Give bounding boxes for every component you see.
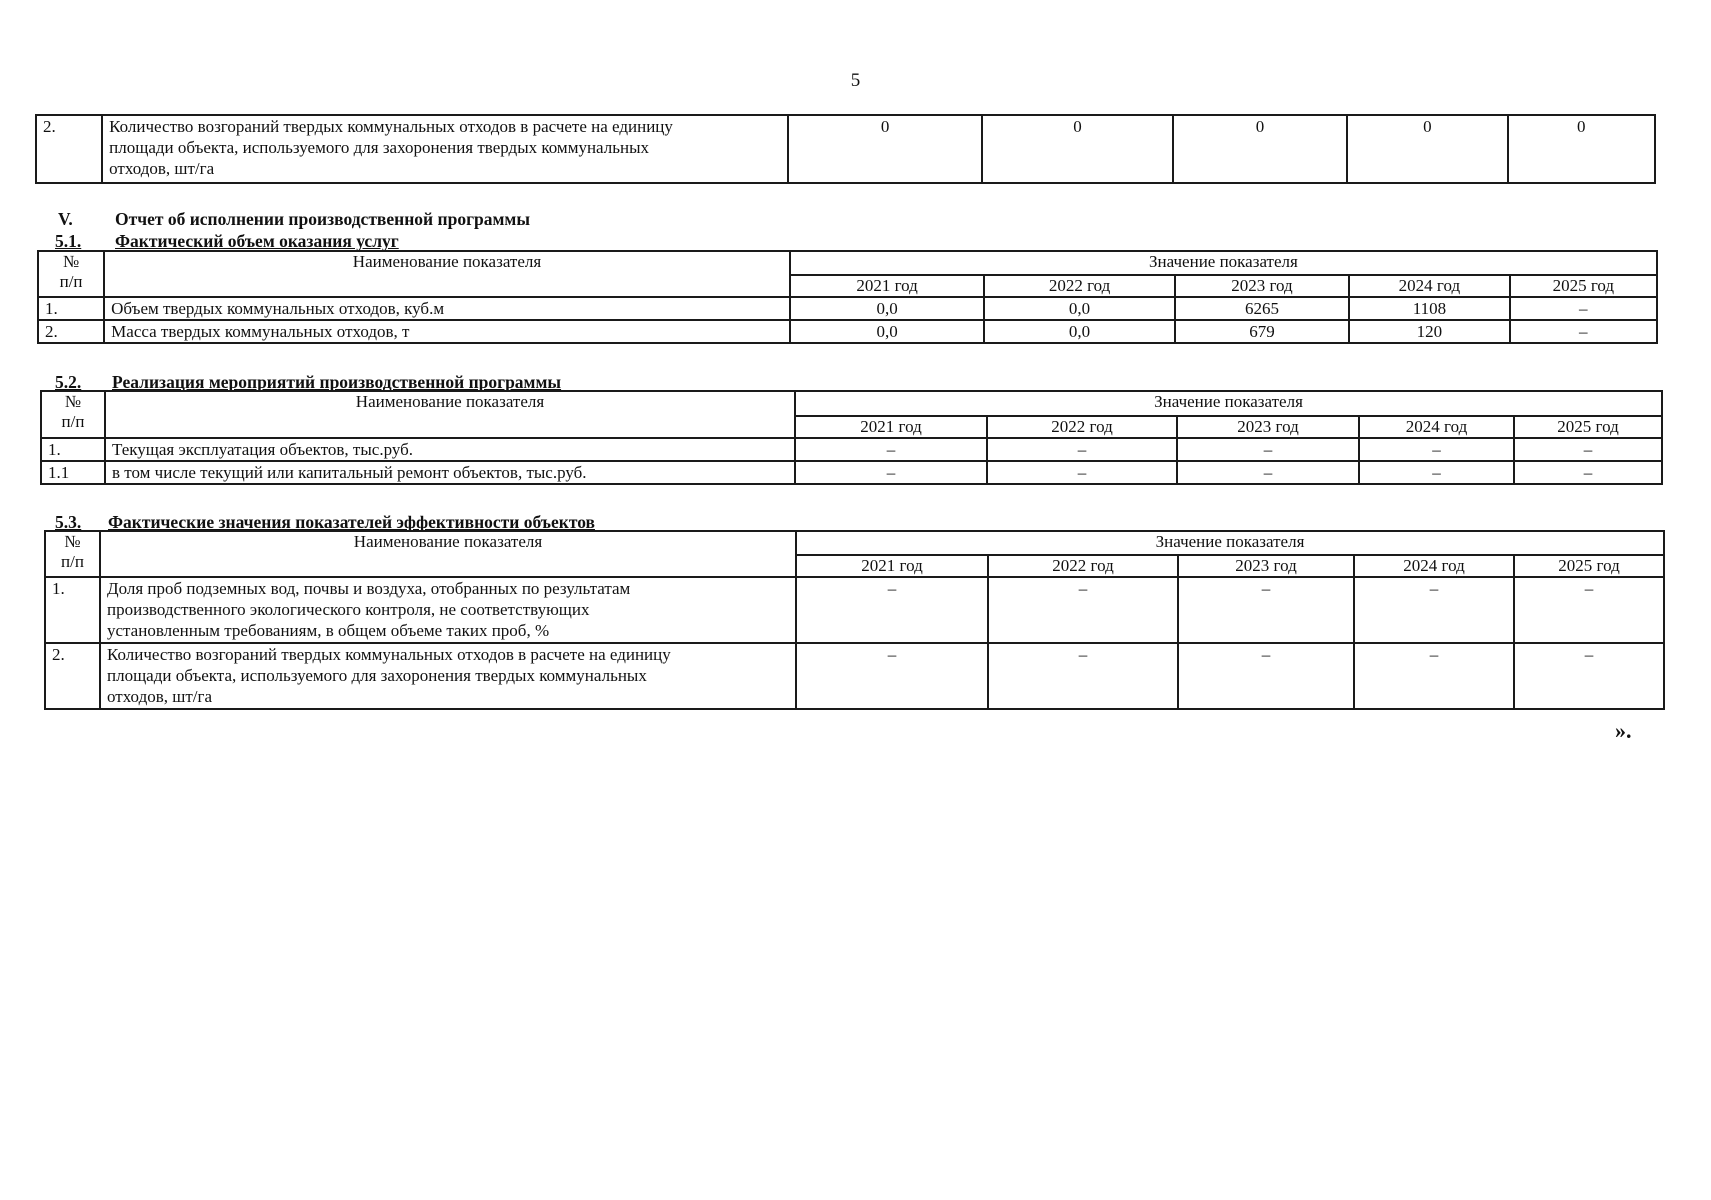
value-cell: 0,0	[984, 320, 1174, 343]
top-table	[35, 114, 1656, 184]
value-cell: –	[988, 643, 1178, 709]
year-2022: 2022 год	[984, 275, 1174, 297]
page-number: 5	[850, 70, 861, 91]
value-cell: –	[796, 643, 988, 709]
table-5-1	[37, 250, 1658, 344]
value-cell: 0,0	[984, 297, 1174, 320]
value-cell: 679	[1175, 320, 1349, 343]
header-num: № п/п	[38, 251, 104, 297]
table-5-3	[44, 530, 1665, 710]
row-number: 1.	[38, 297, 104, 320]
section-5-3-heading: 5.3. Фактические значения показателей эффективности объектов	[55, 512, 595, 532]
row-number: 1.1	[41, 461, 105, 484]
value-cell: 0,0	[790, 320, 984, 343]
row-number: 2.	[45, 643, 100, 709]
value-cell: –	[1178, 577, 1354, 643]
row-number: 2.	[38, 320, 104, 343]
table-row	[38, 320, 1657, 343]
table-row	[38, 297, 1657, 320]
table-row	[41, 438, 1662, 461]
value-cell: –	[1354, 643, 1514, 709]
year-2024: 2024 год	[1354, 555, 1514, 577]
table-header-row	[41, 391, 1662, 416]
header-num: № п/п	[41, 391, 105, 438]
value-cell: 6265	[1175, 297, 1349, 320]
table-header-row	[45, 531, 1664, 555]
value-cell: 0,0	[790, 297, 984, 320]
value-cell: 0	[1173, 115, 1347, 183]
value-cell: 0	[788, 115, 982, 183]
value-cell: –	[987, 461, 1177, 484]
header-num: № п/п	[45, 531, 100, 577]
value-cell: –	[796, 577, 988, 643]
row-number: 1.	[45, 577, 100, 643]
table-row	[45, 643, 1664, 709]
value-cell: 0	[982, 115, 1172, 183]
value-cell: –	[1354, 577, 1514, 643]
section-v-heading: V. Отчет об исполнении производственной программы	[58, 209, 531, 229]
value-cell: –	[795, 438, 987, 461]
value-cell: –	[1514, 438, 1662, 461]
indicator-name: Текущая эксплуатация объектов, тыс.руб.	[105, 438, 795, 461]
indicator-name: Количество возгораний твердых коммунальных отходов в расчете на единицу площади объекта, используемого для захоронения твердых коммунальных отходов, шт/га	[102, 115, 788, 183]
indicator-name: Доля проб подземных вод, почвы и воздуха, отобранных по результатам производственного экологического контроля, не соответствующих установленным требованиям, в общем объеме таких проб, %	[100, 577, 796, 643]
value-cell: 0	[1347, 115, 1507, 183]
year-2023: 2023 год	[1177, 416, 1359, 438]
value-cell: –	[1514, 577, 1664, 643]
value-cell: –	[1359, 461, 1514, 484]
header-value: Значение показателя	[795, 391, 1662, 416]
year-2023: 2023 год	[1175, 275, 1349, 297]
header-value: Значение показателя	[790, 251, 1657, 275]
year-2025: 2025 год	[1510, 275, 1657, 297]
indicator-name: в том числе текущий или капитальный ремонт объектов, тыс.руб.	[105, 461, 795, 484]
table-header-row	[38, 251, 1657, 275]
indicator-name: Количество возгораний твердых коммунальных отходов в расчете на единицу площади объекта, используемого для захоронения твердых коммунальных отходов, шт/га	[100, 643, 796, 709]
row-number: 2.	[36, 115, 102, 183]
indicator-name: Объем твердых коммунальных отходов, куб.м	[104, 297, 790, 320]
year-2024: 2024 год	[1359, 416, 1514, 438]
section-5-2-heading: 5.2. Реализация мероприятий производственной программы	[55, 372, 562, 392]
value-cell: 120	[1349, 320, 1509, 343]
year-2025: 2025 год	[1514, 555, 1664, 577]
value-cell: –	[1514, 461, 1662, 484]
table-row	[36, 115, 1655, 183]
year-2022: 2022 год	[988, 555, 1178, 577]
value-cell: –	[1177, 461, 1359, 484]
value-cell: –	[988, 577, 1178, 643]
value-cell: –	[987, 438, 1177, 461]
year-2021: 2021 год	[790, 275, 984, 297]
header-name: Наименование показателя	[100, 531, 796, 577]
header-name: Наименование показателя	[105, 391, 795, 438]
year-2023: 2023 год	[1178, 555, 1354, 577]
year-2025: 2025 год	[1514, 416, 1662, 438]
header-name: Наименование показателя	[104, 251, 790, 297]
value-cell: –	[1510, 297, 1657, 320]
value-cell: –	[1514, 643, 1664, 709]
year-2022: 2022 год	[987, 416, 1177, 438]
closing-quote: ».	[1615, 718, 1632, 743]
table-row	[45, 577, 1664, 643]
value-cell: –	[1178, 643, 1354, 709]
value-cell: –	[795, 461, 987, 484]
year-2021: 2021 год	[796, 555, 988, 577]
value-cell: –	[1177, 438, 1359, 461]
value-cell: –	[1359, 438, 1514, 461]
value-cell: –	[1510, 320, 1657, 343]
value-cell: 1108	[1349, 297, 1509, 320]
row-number: 1.	[41, 438, 105, 461]
year-2021: 2021 год	[795, 416, 987, 438]
section-5-1-heading: 5.1. Фактический объем оказания услуг	[55, 231, 399, 251]
value-cell: 0	[1508, 115, 1655, 183]
table-row	[41, 461, 1662, 484]
indicator-name: Масса твердых коммунальных отходов, т	[104, 320, 790, 343]
year-2024: 2024 год	[1349, 275, 1509, 297]
table-5-2	[40, 390, 1663, 485]
header-value: Значение показателя	[796, 531, 1664, 555]
